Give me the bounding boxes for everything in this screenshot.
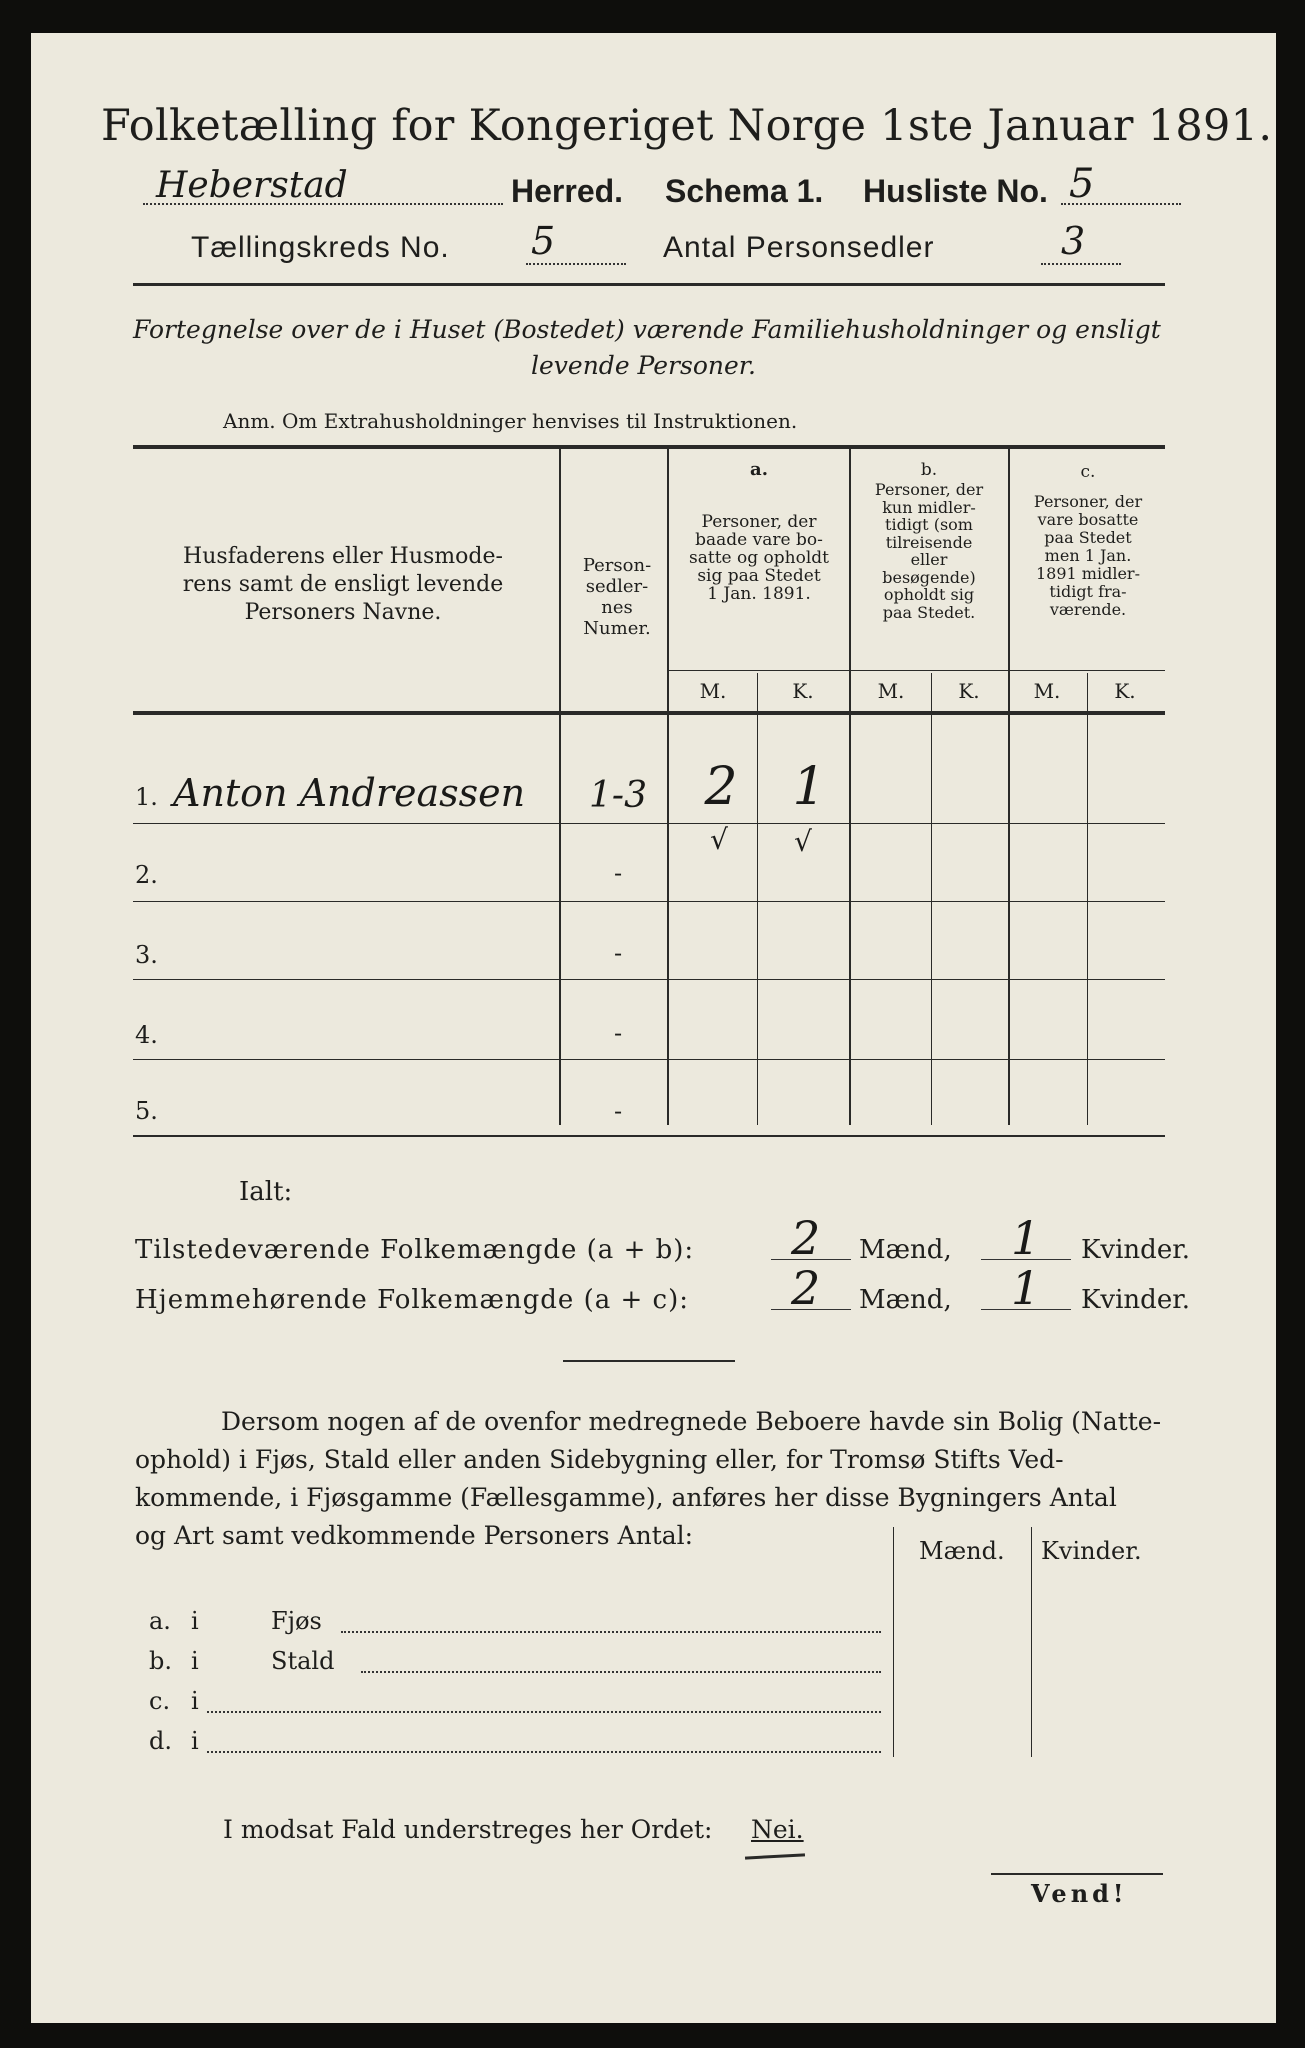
col-divider-b (1008, 449, 1010, 1125)
census-form-page (31, 33, 1276, 2023)
antal-label: Antal Personsedler (663, 231, 935, 264)
totals-line-1-women: 1 (1011, 1211, 1041, 1265)
paragraph-line-3: kommende, i Fjøsgamme (Fællesgamme), anføres her disse Bygningers Antal (135, 1483, 1117, 1512)
table-top-border (133, 445, 1165, 449)
buildings-maend-header: Mænd. (919, 1537, 1005, 1565)
form-title: Folketælling for Kongeriget Norge 1ste Januar 1891. (101, 101, 1273, 151)
row-1-line (133, 823, 1165, 824)
kreds-value: 5 (531, 219, 556, 263)
row-1-name: Anton Andreassen (173, 771, 526, 815)
col-divider-c-mk (1087, 673, 1088, 1125)
totals-line-2-kvinder: Kvinder. (1081, 1285, 1191, 1315)
herred-value: Heberstad (156, 165, 348, 206)
buildings-divider-1 (893, 1527, 894, 1757)
col-divider-num (667, 449, 669, 1125)
row-5-persons: - (613, 1097, 623, 1125)
building-row-b-i: i (191, 1647, 199, 1675)
row-2-line (133, 901, 1165, 902)
totals-line-2-men: 2 (791, 1261, 821, 1315)
vend-label: Vend! (1031, 1879, 1128, 1908)
col-header-b: Personer, der kun midler- tidigt (som tilreisende eller besøgende) opholdt sig paa Stedet. (874, 480, 984, 622)
building-row-b-label: Stald (271, 1647, 335, 1675)
vend-rule (991, 1873, 1163, 1875)
antal-value: 3 (1061, 219, 1086, 263)
totals-line-1-women-line (981, 1259, 1071, 1260)
section-separator (563, 1360, 735, 1362)
col-header-b-letter: b. (920, 460, 938, 480)
col-divider-b-mk (931, 673, 932, 1125)
col-b-k-label: K. (958, 679, 980, 703)
col-divider-a-mk (757, 673, 758, 1125)
husliste-value: 5 (1069, 161, 1095, 207)
table-bottom-border (133, 1135, 1165, 1137)
building-row-d-dots (207, 1751, 881, 1753)
col-header-c-letter: c. (1080, 462, 1096, 482)
row-5-number: 5. (135, 1097, 158, 1125)
totals-line-2-women-line (981, 1309, 1071, 1310)
totals-line-1-men-line (771, 1259, 851, 1260)
paragraph (135, 1403, 1175, 1555)
table-header-bottom-border (133, 711, 1165, 715)
row-3-number: 3. (135, 941, 158, 969)
building-row-a-letter: a. (149, 1607, 171, 1635)
totals-line-1-men: 2 (791, 1211, 821, 1265)
row-1-a-m: 2 (704, 757, 738, 817)
mk-subheader-line (668, 670, 1165, 671)
intro-line-2: levende Personer. (531, 351, 756, 380)
totals-line-2-maend: Mænd, (859, 1285, 952, 1315)
totals-line-1-kvinder: Kvinder. (1081, 1235, 1191, 1265)
building-row-c-i: i (191, 1687, 199, 1715)
col-b-m-label: M. (877, 679, 905, 703)
header-divider (133, 283, 1165, 286)
buildings-divider-2 (1031, 1527, 1032, 1757)
paragraph-line-2: ophold) i Fjøs, Stald eller anden Sidebygning eller, for Tromsø Stifts Ved- (135, 1445, 1064, 1474)
row-2-persons: - (613, 859, 623, 887)
ialt-label: Ialt: (239, 1177, 293, 1207)
husliste-label: Husliste No. (863, 173, 1048, 209)
row-2-number: 2. (135, 861, 158, 889)
modsat-text: I modsat Fald understreges her Ordet: (223, 1815, 713, 1844)
col-header-a: Personer, der baade vare bo- satte og opholdt sig paa Stedet 1 Jan. 1891. (689, 512, 829, 604)
herred-label: Herred. (511, 173, 624, 209)
row-1-a-k: 1 (792, 757, 826, 817)
paragraph-line-1: Dersom nogen af de ovenfor medregnede Beboere havde sin Bolig (Natte- (221, 1407, 1162, 1436)
nei-word: Nei. (751, 1815, 804, 1844)
col-c-m-label: M. (1033, 679, 1061, 703)
row-1-persons: 1-3 (589, 775, 647, 816)
nei-underline-stroke (745, 1853, 805, 1859)
schema-label: Schema 1. (665, 173, 824, 209)
col-a-k-label: K. (792, 679, 814, 703)
buildings-kvinder-header: Kvinder. (1041, 1537, 1142, 1565)
building-row-d-i: i (191, 1727, 199, 1755)
building-row-b-dots (361, 1671, 881, 1673)
row-4-number: 4. (135, 1021, 158, 1049)
totals-line-2-label: Hjemmehørende Folkemængde (a + c): (135, 1285, 689, 1315)
row-1-number: 1. (135, 783, 158, 811)
husliste-dotted-line (1061, 203, 1181, 205)
col-c-k-label: K. (1114, 679, 1136, 703)
row-3-persons: - (613, 939, 623, 967)
col-header-a-letter: a. (750, 459, 768, 480)
building-row-a-i: i (191, 1607, 199, 1635)
herred-dotted-line (143, 203, 503, 205)
paragraph-line-4: og Art samt vedkommende Personers Antal: (135, 1521, 694, 1550)
totals-line-2-women: 1 (1011, 1261, 1041, 1315)
anm-note: Anm. Om Extrahusholdninger henvises til Instruktionen. (223, 409, 798, 433)
col-header-name: Husfaderens eller Husmode- rens samt de ensligt levende Personers Navne. (182, 544, 504, 625)
col-a-m-label: M. (699, 679, 727, 703)
antal-dotted-line (1041, 263, 1121, 265)
totals-line-1-label: Tilstedeværende Folkemængde (a + b): (135, 1235, 695, 1265)
totals-line-2-men-line (771, 1309, 851, 1310)
row-1-a-m-check: √ (710, 823, 728, 856)
building-row-a-dots (341, 1631, 881, 1633)
intro-line-1: Fortegnelse over de i Huset (Bostedet) værende Familiehusholdninger og ensligt (133, 315, 1161, 344)
col-divider-name (559, 449, 561, 1125)
building-row-d-letter: d. (149, 1727, 172, 1755)
totals-line-1-maend: Mænd, (859, 1235, 952, 1265)
kreds-label: Tællingskreds No. (191, 231, 450, 264)
building-row-c-letter: c. (149, 1687, 171, 1715)
building-row-a-label: Fjøs (271, 1607, 322, 1635)
row-4-line (133, 1059, 1165, 1060)
row-3-line (133, 979, 1165, 980)
row-1-a-k-check: √ (794, 825, 812, 858)
col-header-c: Personer, der vare bosatte paa Stedet men 1 Jan. 1891 midler- tidigt fra- værende. (1033, 492, 1143, 619)
col-header-number: Person- sedler- nes Numer. (582, 555, 652, 639)
kreds-dotted-line (526, 263, 626, 265)
building-row-b-letter: b. (149, 1647, 172, 1675)
building-row-c-dots (207, 1711, 881, 1713)
row-4-persons: - (613, 1019, 623, 1047)
